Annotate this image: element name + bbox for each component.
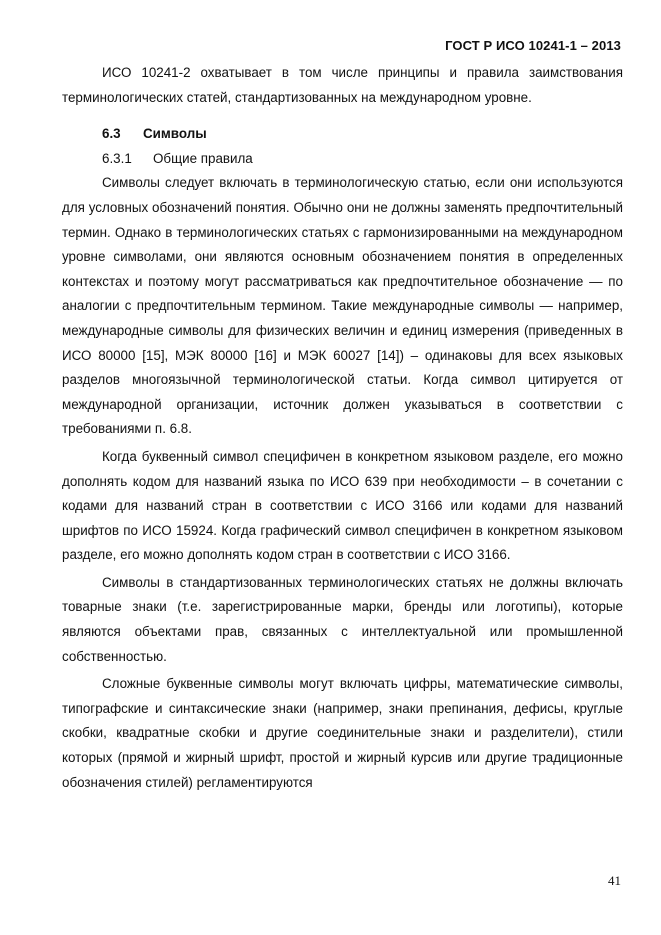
document-header: ГОСТ Р ИСО 10241-1 – 2013 [445,38,621,53]
section-heading [62,122,623,147]
section-number: 6.3 [102,126,121,142]
subsection-title: Общие правила [153,150,253,166]
subsection-number: 6.3.1 [102,150,132,166]
section-title: Символы [143,126,207,142]
paragraph-intro: ИСО 10241-2 охватывает в том числе принципы и правила заимствования терминологических статей, стандартизованных на международном уровне. [62,65,623,105]
paragraph-symbols-rules: Символы следует включать в терминологическую статью, если они используются для условных обозначений понятия. Обычно они не должны заменять предпочтительный термин. Однако в терминологических статьях с гармонизированными на международном уровне символами, они являются основным обозначением понятия в определенных контекстах и поэтому могут рассматриваться как предпочтительное обозначение — по аналогии с предпочтительным термином. Такие международные символы — например, международные символы для физических величин и единиц измерения (приведенных в ИСО 80000 [15], МЭК 80000 [16] и МЭК 60027 [14]) – одинаковы для всех языковых разделов многоязычной терминологической статьи. Когда символ цитируется от международной организации, источник должен указываться в соответствии с требованиями п. 6.8. [62,175,623,437]
paragraph-trademarks: Символы в стандартизованных терминологических статьях не должны включать товарные знаки (т.е. зарегистрированные марки, бренды или логотипы), которые являются объектами прав, связанных с интеллектуальной или промышленной собственностью. [62,574,623,664]
page-body [62,61,623,795]
subsection-heading [62,147,623,172]
paragraph-letter-symbols: Когда буквенный символ специфичен в конкретном языковом разделе, его можно дополнять кодом для названий языка по ИСО 639 при необходимости – в сочетании с кодами для названий стран в соответствии с ИСО 3166 или кодами для названий шрифтов по ИСО 15924. Когда графический символ специфичен в конкретном языковом разделе, его можно дополнять кодом стран в соответствии с ИСО 3166. [62,448,623,563]
paragraph-complex-symbols: Сложные буквенные символы могут включать цифры, математические символы, типографские и синтаксические знаки (например, знаки препинания, дефисы, круглые скобки, квадратные скобки и другие соединительные знаки и разделители), стили которых (прямой и жирный шрифт, простой и жирный курсив или другие традиционные обозначения стилей) регламентируются [62,676,623,790]
page-number: 41 [608,873,621,888]
